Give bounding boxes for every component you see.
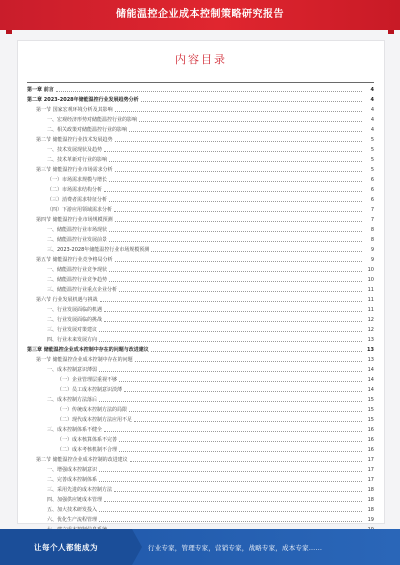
toc-entry-title: 一、增强成本控制意识 bbox=[47, 467, 98, 473]
toc-entry-page: 4 bbox=[370, 117, 374, 123]
toc-entry-title: 第二节 储能温控行业技术发展趋势 bbox=[36, 137, 113, 143]
report-title-banner bbox=[0, 0, 400, 30]
toc-leader-dots bbox=[99, 511, 362, 512]
toc-entry[interactable] bbox=[27, 515, 374, 525]
toc-list bbox=[27, 85, 374, 535]
toc-entry-page: 4 bbox=[370, 107, 374, 113]
toc-leader-dots bbox=[130, 461, 362, 462]
toc-leader-dots bbox=[109, 231, 362, 232]
toc-entry[interactable] bbox=[27, 375, 374, 385]
toc-entry[interactable] bbox=[27, 295, 374, 305]
toc-leader-dots bbox=[119, 291, 362, 292]
toc-entry-title: 第二章 2023-2028年储能温控行业发展趋势分析 bbox=[27, 97, 139, 103]
toc-entry-page: 5 bbox=[370, 157, 374, 163]
footer-bar bbox=[0, 529, 400, 565]
toc-divider bbox=[27, 82, 374, 83]
toc-entry-page: 4 bbox=[370, 97, 374, 103]
toc-entry[interactable] bbox=[27, 205, 374, 215]
toc-entry-page: 6 bbox=[370, 177, 374, 183]
toc-entry-title: 一、行业发展面临的机遇 bbox=[47, 307, 103, 313]
toc-entry[interactable] bbox=[27, 155, 374, 165]
toc-entry-page: 11 bbox=[367, 297, 374, 303]
toc-entry-title: 六、优化生产流程管理 bbox=[47, 517, 98, 523]
footer-slogan: 让每个人都能成为 bbox=[0, 529, 132, 565]
toc-entry-title: 二、完善成本控制体系 bbox=[47, 477, 98, 483]
toc-entry[interactable] bbox=[27, 245, 374, 255]
toc-leader-dots bbox=[114, 211, 362, 212]
toc-entry-title: （一）企业管理层重视不够 bbox=[57, 377, 118, 383]
toc-entry-page: 4 bbox=[370, 127, 374, 133]
toc-entry-title: 五、加大技术研发投入 bbox=[47, 507, 98, 513]
toc-entry[interactable] bbox=[27, 285, 374, 295]
toc-entry[interactable] bbox=[27, 275, 374, 285]
toc-entry-page: 13 bbox=[367, 357, 374, 363]
toc-entry-title: 四、加强供应链成本管理 bbox=[47, 497, 103, 503]
toc-entry-page: 10 bbox=[367, 277, 374, 283]
toc-entry-page: 12 bbox=[367, 327, 374, 333]
banner-corner-right bbox=[388, 30, 394, 34]
toc-entry-page: 19 bbox=[367, 517, 374, 523]
toc-entry[interactable] bbox=[27, 305, 374, 315]
toc-entry[interactable] bbox=[27, 135, 374, 145]
toc-entry[interactable] bbox=[27, 395, 374, 405]
toc-leader-dots bbox=[115, 141, 362, 142]
toc-entry-title: 三、成本控制体系不健全 bbox=[47, 427, 103, 433]
toc-entry[interactable] bbox=[27, 445, 374, 455]
toc-entry-title: 一、储能温控行业市场现状 bbox=[47, 227, 108, 233]
toc-entry-page: 4 bbox=[370, 87, 374, 93]
toc-entry[interactable] bbox=[27, 195, 374, 205]
toc-entry-page: 11 bbox=[367, 307, 374, 313]
toc-leader-dots bbox=[104, 151, 362, 152]
toc-entry-title: 一、技术发展现状及趋势 bbox=[47, 147, 103, 153]
toc-entry-page: 11 bbox=[367, 287, 374, 293]
toc-entry[interactable] bbox=[27, 85, 374, 95]
toc-entry-title: （二）市场需求结构分析 bbox=[47, 187, 103, 193]
toc-entry[interactable] bbox=[27, 265, 374, 275]
toc-entry[interactable] bbox=[27, 385, 374, 395]
toc-entry-page: 14 bbox=[367, 377, 374, 383]
toc-leader-dots bbox=[99, 331, 362, 332]
toc-leader-dots bbox=[119, 441, 362, 442]
toc-entry-title: 一、成本控制意识薄弱 bbox=[47, 367, 98, 373]
toc-leader-dots bbox=[109, 161, 362, 162]
toc-leader-dots bbox=[151, 251, 362, 252]
toc-entry[interactable] bbox=[27, 475, 374, 485]
toc-leader-dots bbox=[134, 421, 362, 422]
toc-entry[interactable] bbox=[27, 415, 374, 425]
toc-entry[interactable] bbox=[27, 365, 374, 375]
toc-entry-page: 15 bbox=[367, 397, 374, 403]
toc-leader-dots bbox=[119, 381, 362, 382]
toc-entry[interactable] bbox=[27, 405, 374, 415]
toc-entry[interactable] bbox=[27, 115, 374, 125]
toc-entry-title: （二）员工成本控制意识淡薄 bbox=[57, 387, 123, 393]
toc-entry[interactable] bbox=[27, 465, 374, 475]
toc-entry-page: 7 bbox=[370, 217, 374, 223]
toc-entry-title: 第二节 储能温控企业成本控制的改进建议 bbox=[36, 457, 128, 463]
toc-entry-page: 13 bbox=[367, 347, 374, 353]
toc-leader-dots bbox=[109, 241, 362, 242]
toc-entry[interactable] bbox=[27, 425, 374, 435]
toc-entry[interactable] bbox=[27, 255, 374, 265]
toc-entry-page: 15 bbox=[367, 417, 374, 423]
toc-leader-dots bbox=[99, 481, 362, 482]
toc-entry-title: （二）现代成本控制方法应用不足 bbox=[57, 417, 133, 423]
toc-entry-page: 18 bbox=[367, 497, 374, 503]
toc-leader-dots bbox=[104, 431, 362, 432]
toc-entry-page: 18 bbox=[367, 507, 374, 513]
toc-leader-dots bbox=[135, 361, 362, 362]
toc-entry-title: 第五节 储能温控行业竞争格局分析 bbox=[36, 257, 113, 263]
toc-entry-title: （四）下游应用领域需求分析 bbox=[47, 207, 113, 213]
toc-entry[interactable] bbox=[27, 105, 374, 115]
report-title: 储能温控企业成本控制策略研究报告 bbox=[116, 9, 284, 20]
toc-entry-title: 二、储能温控行业竞争趋势 bbox=[47, 277, 108, 283]
toc-entry[interactable] bbox=[27, 175, 374, 185]
toc-leader-dots bbox=[109, 271, 362, 272]
toc-entry-page: 18 bbox=[367, 487, 374, 493]
toc-entry-title: （一）传统成本控制方法的局限 bbox=[57, 407, 128, 413]
toc-entry[interactable] bbox=[27, 335, 374, 345]
toc-leader-dots bbox=[115, 171, 362, 172]
toc-leader-dots bbox=[99, 521, 362, 522]
document-page bbox=[17, 40, 385, 524]
toc-leader-dots bbox=[109, 201, 362, 202]
toc-leader-dots bbox=[104, 311, 362, 312]
toc-entry-title: 第一节 国家宏观环境分析及其影响 bbox=[36, 107, 113, 113]
toc-entry-page: 9 bbox=[370, 257, 374, 263]
toc-entry-page: 17 bbox=[367, 477, 374, 483]
toc-entry-title: （一）成本核算体系不完善 bbox=[57, 437, 118, 443]
toc-entry[interactable] bbox=[27, 355, 374, 365]
toc-entry[interactable] bbox=[27, 185, 374, 195]
toc-entry-page: 12 bbox=[367, 317, 374, 323]
toc-leader-dots bbox=[141, 101, 362, 102]
toc-leader-dots bbox=[115, 221, 362, 222]
toc-leader-dots bbox=[104, 191, 362, 192]
toc-leader-dots bbox=[124, 391, 362, 392]
toc-heading: 内容目录 bbox=[175, 53, 227, 66]
footer-tagline: 行业专家，管理专家，营销专家，战略专家，成本专家…… bbox=[148, 543, 323, 552]
toc-entry[interactable] bbox=[27, 325, 374, 335]
toc-entry[interactable] bbox=[27, 215, 374, 225]
toc-entry-title: 第三节 储能温控行业市场需求分析 bbox=[36, 167, 113, 173]
toc-entry-page: 14 bbox=[367, 367, 374, 373]
toc-entry-page: 5 bbox=[370, 167, 374, 173]
footer-arrow bbox=[132, 529, 142, 565]
toc-leader-dots bbox=[56, 91, 362, 92]
toc-entry[interactable] bbox=[27, 145, 374, 155]
toc-entry-title: 三、储能温控行业重点企业分析 bbox=[47, 287, 118, 293]
toc-entry-page: 5 bbox=[370, 147, 374, 153]
toc-entry-page: 14 bbox=[367, 387, 374, 393]
toc-leader-dots bbox=[114, 491, 362, 492]
toc-entry-title: 二、储能温控行业发展前景 bbox=[47, 237, 108, 243]
toc-leader-dots bbox=[115, 261, 362, 262]
toc-entry[interactable] bbox=[27, 165, 374, 175]
toc-entry[interactable] bbox=[27, 495, 374, 505]
toc-leader-dots bbox=[99, 471, 362, 472]
toc-entry-page: 13 bbox=[367, 337, 374, 343]
toc-leader-dots bbox=[104, 501, 362, 502]
toc-entry-title: 第四节 储能温控行业市场规模预测 bbox=[36, 217, 113, 223]
toc-entry[interactable] bbox=[27, 225, 374, 235]
toc-entry-page: 8 bbox=[370, 227, 374, 233]
toc-entry-title: 第三章 储能温控企业成本控制中存在的问题与改进建议 bbox=[27, 347, 149, 353]
toc-entry[interactable] bbox=[27, 485, 374, 495]
banner-corner-left bbox=[6, 30, 12, 34]
toc-entry-title: 三、2023-2028年储能温控行业市场规模预测 bbox=[47, 247, 150, 253]
toc-entry[interactable] bbox=[27, 125, 374, 135]
toc-leader-dots bbox=[99, 371, 362, 372]
toc-entry-title: 二、成本控制方法落后 bbox=[47, 397, 98, 403]
toc-entry[interactable] bbox=[27, 455, 374, 465]
toc-entry-page: 17 bbox=[367, 457, 374, 463]
toc-entry[interactable] bbox=[27, 345, 374, 355]
toc-entry-title: 三、采用先进的成本控制方法 bbox=[47, 487, 113, 493]
toc-entry-page: 10 bbox=[367, 267, 374, 273]
toc-leader-dots bbox=[100, 301, 362, 302]
toc-entry-title: （二）成本考核机制不合理 bbox=[57, 447, 118, 453]
toc-leader-dots bbox=[119, 451, 362, 452]
toc-entry-title: 第一章 前言 bbox=[27, 87, 54, 93]
toc-entry-page: 17 bbox=[367, 467, 374, 473]
toc-entry-title: 一、储能温控行业竞争现状 bbox=[47, 267, 108, 273]
toc-entry-page: 7 bbox=[370, 207, 374, 213]
toc-entry-page: 6 bbox=[370, 187, 374, 193]
toc-entry[interactable] bbox=[27, 95, 374, 105]
toc-leader-dots bbox=[115, 111, 362, 112]
toc-leader-dots bbox=[104, 321, 362, 322]
toc-leader-dots bbox=[109, 281, 362, 282]
toc-leader-dots bbox=[99, 341, 362, 342]
toc-entry-page: 15 bbox=[367, 407, 374, 413]
toc-entry-title: 二、相关政策对储能温控行业的影响 bbox=[47, 127, 128, 133]
toc-entry-page: 8 bbox=[370, 237, 374, 243]
toc-leader-dots bbox=[129, 131, 362, 132]
toc-leader-dots bbox=[109, 181, 362, 182]
toc-leader-dots bbox=[99, 401, 362, 402]
toc-leader-dots bbox=[139, 121, 362, 122]
toc-entry-title: （三）消费者需求特征分析 bbox=[47, 197, 108, 203]
toc-entry-title: 第六节 行业发展机遇与挑战 bbox=[36, 297, 98, 303]
toc-entry[interactable] bbox=[27, 315, 374, 325]
toc-entry-page: 16 bbox=[367, 447, 374, 453]
toc-entry-title: 四、行业未来发展方向 bbox=[47, 337, 98, 343]
toc-entry-title: 一、宏观经济形势对储能温控行业的影响 bbox=[47, 117, 138, 123]
toc-leader-dots bbox=[129, 411, 362, 412]
toc-entry-title: （一）市场需求规模与增长 bbox=[47, 177, 108, 183]
toc-entry-title: 二、技术革新对行业的影响 bbox=[47, 157, 108, 163]
toc-entry[interactable] bbox=[27, 505, 374, 515]
toc-entry[interactable] bbox=[27, 435, 374, 445]
toc-entry-title: 第一节 储能温控企业成本控制中存在的问题 bbox=[36, 357, 133, 363]
toc-entry-title: 三、行业发展对策建议 bbox=[47, 327, 98, 333]
toc-entry-page: 16 bbox=[367, 427, 374, 433]
toc-entry-page: 6 bbox=[370, 197, 374, 203]
toc-entry-page: 9 bbox=[370, 247, 374, 253]
toc-entry-title: 二、行业发展面临的挑战 bbox=[47, 317, 103, 323]
toc-entry-page: 16 bbox=[367, 437, 374, 443]
toc-entry-page: 5 bbox=[370, 137, 374, 143]
toc-entry[interactable] bbox=[27, 235, 374, 245]
toc-leader-dots bbox=[151, 351, 362, 352]
